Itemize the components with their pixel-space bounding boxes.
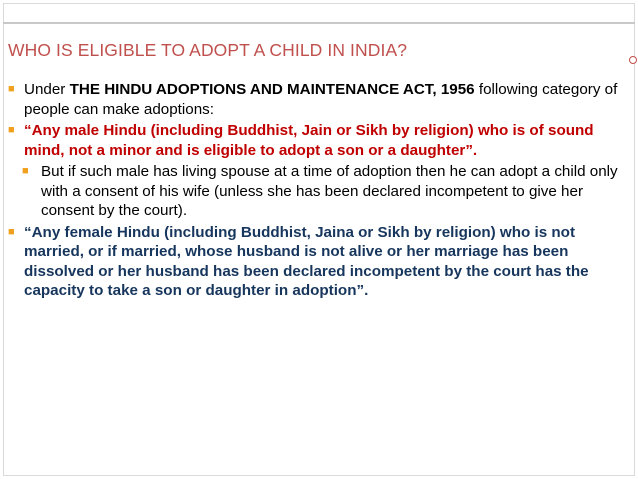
bullet-act-reference — [8, 80, 632, 119]
bullet-square-icon: ■ — [8, 83, 15, 95]
sub-bullet-spouse-consent — [22, 162, 632, 221]
spouse-consent-text: But if such male has living spouse at a time of adoption then he can adopt a child only with a consent of his wife (unless she has been declared incompetent to give her consent by the court). — [41, 163, 618, 219]
bullet-female-hindu — [8, 223, 632, 301]
slide-title: WHO IS ELIGIBLE TO ADOPT A CHILD IN INDIA? — [8, 40, 408, 60]
female-hindu-text: “Any female Hindu (including Buddhist, Jaina or Sikh by religion) who is not married, or if married, whose husband is not alive or her marriage has been dissolved or her husband has been declared incompetent by the court has the capacity to take a son or daughter in adoption”. — [24, 223, 589, 299]
bullet-prefix: Under — [24, 81, 70, 98]
bullet-suffix: following category of people can make adoptions: — [24, 81, 618, 118]
act-name: THE HINDU ADOPTIONS AND MAINTENANCE ACT, 1956 — [69, 81, 475, 98]
slide-content — [8, 80, 632, 303]
top-rule — [3, 22, 635, 24]
accent-dot-icon — [629, 56, 637, 64]
bullet-square-icon: ■ — [8, 124, 15, 136]
male-hindu-text: “Any male Hindu (including Buddhist, Jain or Sikh by religion) who is of sound mind, not a minor and is eligible to adopt a son or a daughter”. — [24, 122, 594, 159]
bullet-square-icon: ■ — [22, 165, 29, 177]
bullet-square-icon: ■ — [8, 225, 15, 238]
bullet-male-hindu — [8, 121, 632, 160]
